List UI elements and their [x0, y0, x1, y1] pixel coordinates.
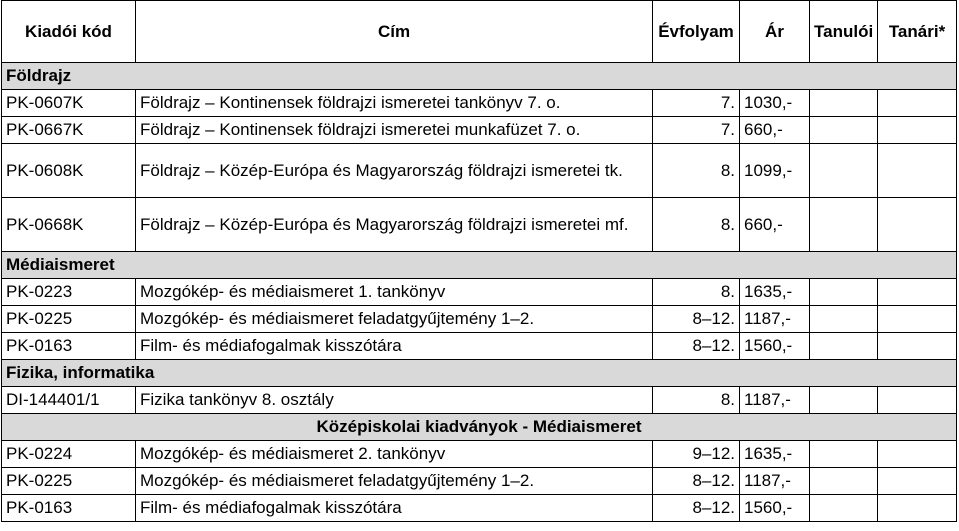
book-title: Fizika tankönyv 8. osztály — [136, 387, 653, 414]
group-header-row — [2, 360, 957, 387]
student-order-cell[interactable] — [810, 387, 878, 414]
book-price: 1187,- — [740, 306, 810, 333]
table-row — [2, 279, 957, 306]
book-title: Földrajz – Kontinensek földrajzi ismeretei tankönyv 7. o. — [136, 90, 653, 117]
book-grade: 8. — [653, 279, 740, 306]
table-body — [2, 63, 957, 522]
book-code: PK-0608K — [2, 144, 136, 198]
book-grade: 8–12. — [653, 468, 740, 495]
table-row — [2, 144, 957, 198]
book-grade: 8. — [653, 144, 740, 198]
book-title: Mozgókép- és médiaismeret feladatgyűjtemény 1–2. — [136, 468, 653, 495]
table-row — [2, 387, 957, 414]
table-row — [2, 495, 957, 522]
book-price: 1099,- — [740, 144, 810, 198]
book-code: PK-0224 — [2, 441, 136, 468]
table-header — [2, 1, 957, 63]
teacher-order-cell[interactable] — [878, 495, 957, 522]
table-row — [2, 333, 957, 360]
book-price-table — [1, 0, 957, 522]
teacher-order-cell[interactable] — [878, 387, 957, 414]
book-title: Földrajz – Közép-Európa és Magyarország földrajzi ismeretei tk. — [136, 144, 653, 198]
teacher-order-cell[interactable] — [878, 333, 957, 360]
book-title: Mozgókép- és médiaismeret feladatgyűjtemény 1–2. — [136, 306, 653, 333]
student-order-cell[interactable] — [810, 279, 878, 306]
header-code: Kiadói kód — [2, 1, 136, 63]
teacher-order-cell[interactable] — [878, 441, 957, 468]
group-header-row — [2, 252, 957, 279]
table-row — [2, 90, 957, 117]
book-price: 1635,- — [740, 441, 810, 468]
teacher-order-cell[interactable] — [878, 144, 957, 198]
header-teacher-order: Tanári* — [878, 1, 957, 63]
book-grade: 8–12. — [653, 306, 740, 333]
table-row — [2, 198, 957, 252]
teacher-order-cell[interactable] — [878, 279, 957, 306]
group-title: Középiskolai kiadványok - Médiaismeret — [2, 414, 957, 441]
teacher-order-cell[interactable] — [878, 198, 957, 252]
book-grade: 8–12. — [653, 333, 740, 360]
book-code: DI-144401/1 — [2, 387, 136, 414]
teacher-order-cell[interactable] — [878, 306, 957, 333]
group-header-row — [2, 414, 957, 441]
table-row — [2, 306, 957, 333]
group-title: Földrajz — [2, 63, 957, 90]
book-grade: 9–12. — [653, 441, 740, 468]
book-grade: 8–12. — [653, 495, 740, 522]
book-price: 660,- — [740, 198, 810, 252]
student-order-cell[interactable] — [810, 468, 878, 495]
student-order-cell[interactable] — [810, 441, 878, 468]
book-title: Mozgókép- és médiaismeret 1. tankönyv — [136, 279, 653, 306]
group-title: Fizika, informatika — [2, 360, 957, 387]
teacher-order-cell[interactable] — [878, 117, 957, 144]
student-order-cell[interactable] — [810, 144, 878, 198]
book-code: PK-0225 — [2, 306, 136, 333]
book-title: Film- és médiafogalmak kisszótára — [136, 333, 653, 360]
book-code: PK-0607K — [2, 90, 136, 117]
header-price: Ár — [740, 1, 810, 63]
book-title: Mozgókép- és médiaismeret 2. tankönyv — [136, 441, 653, 468]
book-title: Film- és médiafogalmak kisszótára — [136, 495, 653, 522]
book-code: PK-0667K — [2, 117, 136, 144]
book-grade: 8. — [653, 387, 740, 414]
table-row — [2, 441, 957, 468]
student-order-cell[interactable] — [810, 495, 878, 522]
student-order-cell[interactable] — [810, 117, 878, 144]
book-price: 1030,- — [740, 90, 810, 117]
book-code: PK-0163 — [2, 333, 136, 360]
book-code: PK-0225 — [2, 468, 136, 495]
student-order-cell[interactable] — [810, 333, 878, 360]
student-order-cell[interactable] — [810, 306, 878, 333]
book-title: Földrajz – Kontinensek földrajzi ismeretei munkafüzet 7. o. — [136, 117, 653, 144]
book-grade: 7. — [653, 117, 740, 144]
group-title: Médiaismeret — [2, 252, 957, 279]
book-price: 1560,- — [740, 333, 810, 360]
book-price: 1187,- — [740, 387, 810, 414]
teacher-order-cell[interactable] — [878, 468, 957, 495]
book-price: 1635,- — [740, 279, 810, 306]
header-student-order: Tanulói — [810, 1, 878, 63]
table-row — [2, 117, 957, 144]
book-price: 1187,- — [740, 468, 810, 495]
student-order-cell[interactable] — [810, 90, 878, 117]
book-grade: 8. — [653, 198, 740, 252]
book-code: PK-0223 — [2, 279, 136, 306]
book-price: 660,- — [740, 117, 810, 144]
book-code: PK-0668K — [2, 198, 136, 252]
table-row — [2, 468, 957, 495]
group-header-row — [2, 63, 957, 90]
teacher-order-cell[interactable] — [878, 90, 957, 117]
header-grade: Évfolyam — [653, 1, 740, 63]
student-order-cell[interactable] — [810, 198, 878, 252]
header-title: Cím — [136, 1, 653, 63]
book-price: 1560,- — [740, 495, 810, 522]
book-title: Földrajz – Közép-Európa és Magyarország földrajzi ismeretei mf. — [136, 198, 653, 252]
book-code: PK-0163 — [2, 495, 136, 522]
book-grade: 7. — [653, 90, 740, 117]
